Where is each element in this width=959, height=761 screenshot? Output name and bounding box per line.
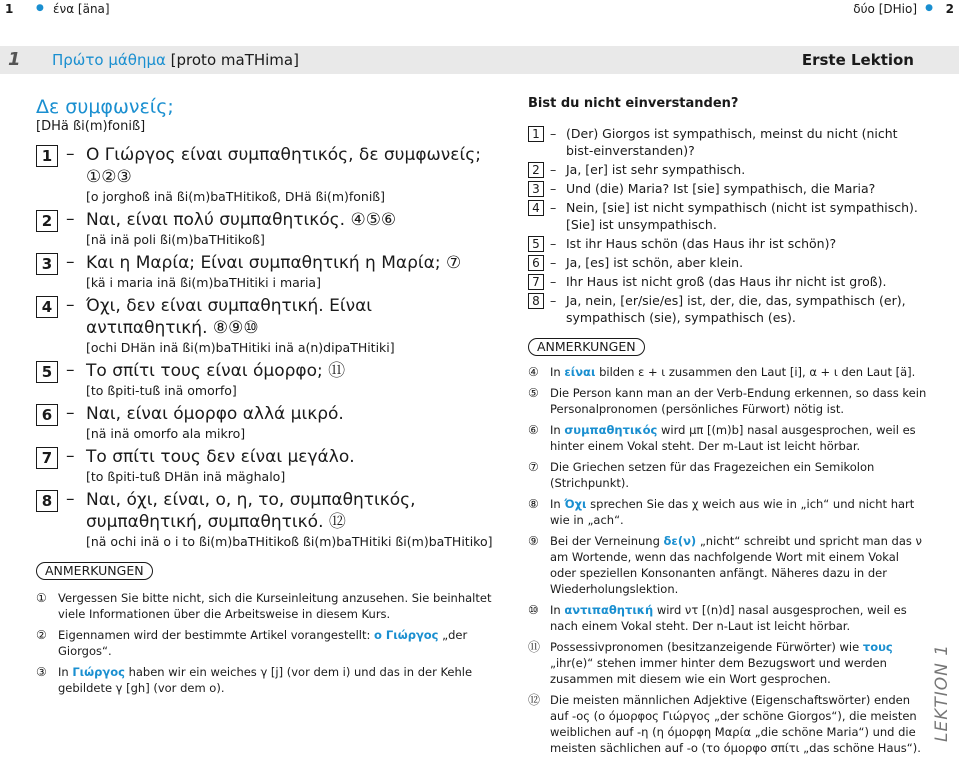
note-marker: ③ — [36, 665, 47, 679]
transliteration: [nä ochi inä o i to ßi(m)baTHitikoß ßi(m)baTHitiki ßi(m)baTHitiko] — [86, 534, 493, 549]
line-number: 5 — [528, 236, 544, 252]
greek-text: Το σπίτι τους δεν είναι μεγάλο. — [86, 447, 355, 467]
translation-text: Ist ihr Haus schön (das Haus ihr ist schön)? — [566, 236, 837, 251]
bullet-icon: ● — [36, 3, 44, 13]
transliteration: [ochi DHän inä ßi(m)baTHitiki inä a(n)dipaTHitiki] — [86, 340, 395, 355]
note-text: In — [550, 603, 565, 617]
note-item — [528, 459, 928, 491]
line-number: 2 — [528, 162, 544, 178]
dash: – — [66, 403, 75, 423]
translation-line — [528, 125, 928, 159]
line-number: 7 — [36, 447, 58, 469]
greek-text: Ναι, είναι πολύ συμπαθητικός. ④⑤⑥ — [86, 210, 397, 230]
transliteration: [to ßpiti-tuß DHän inä mäghalo] — [86, 469, 286, 484]
line-number: 4 — [36, 296, 58, 318]
line-number: 3 — [528, 181, 544, 197]
note-marker: ⑪ — [528, 640, 541, 654]
note-marker: ④ — [528, 365, 539, 379]
note-text: „nicht“ schreibt und spricht man das ν am Wortende, wenn das nachfolgende Wort mit einem Vokal oder speziellen Konsonanten anfängt. Näheres dazu in der Wiederholungslektion. — [550, 534, 922, 596]
note-text: In — [550, 423, 565, 437]
notes-list — [528, 364, 928, 756]
note-marker: ⑫ — [528, 693, 541, 707]
dash: – — [66, 360, 75, 380]
transliteration: [nä inä poli ßi(m)baTHitikoß] — [86, 232, 265, 247]
bullet-icon: ● — [925, 3, 933, 13]
page-number-left: 1 — [5, 2, 14, 16]
anmerkungen-badge: ANMERKUNGEN — [36, 562, 153, 580]
dash: – — [66, 446, 75, 466]
greek-text: Ο Γιώργος είναι συμπαθητικός, δε συμφωνείς; ①②③ — [86, 145, 481, 187]
note-marker: ⑤ — [528, 386, 539, 400]
note-marker: ② — [36, 628, 47, 642]
side-label: LEKTION 1 — [932, 643, 952, 742]
note-item — [528, 385, 928, 417]
translation-lines — [528, 125, 928, 326]
dialogue-title: Δε συμφωνείς; — [36, 96, 174, 118]
note-item — [528, 496, 928, 528]
note-item — [528, 602, 928, 634]
note-item — [36, 590, 498, 622]
translation-text: Ihr Haus ist nicht groß (das Haus ihr nicht ist groß). — [566, 274, 887, 289]
dash: – — [66, 252, 75, 272]
note-marker: ⑩ — [528, 603, 539, 617]
note-text: Possessivpronomen (besitzanzeigende Fürwörter) wie — [550, 640, 863, 654]
page-header — [0, 0, 959, 20]
line-number: 1 — [528, 126, 544, 142]
note-text: In — [58, 665, 73, 679]
greek-highlight: δε(ν) — [663, 534, 697, 548]
anmerkungen-section — [36, 560, 498, 696]
dialogue-line — [36, 144, 498, 205]
note-text: Bei der Verneinung — [550, 534, 664, 548]
translation-text: Ja, nein, [er/sie/es] ist, der, die, das, sympathisch (er), sympathisch (sie), sympathisch (es). — [566, 293, 906, 325]
transliteration: [o jorghoß inä ßi(m)baTHitikoß, DHä ßi(m)foniß] — [86, 189, 386, 204]
note-item — [528, 639, 928, 687]
transliteration: [nä inä omorfo ala mikro] — [86, 426, 246, 441]
greek-text: Το σπίτι τους είναι όμορφο; ⑪ — [86, 361, 346, 381]
line-number: 6 — [36, 404, 58, 426]
translation-text: (Der) Giorgos ist sympathisch, meinst du nicht (nicht bist-einverstanden)? — [566, 126, 898, 158]
note-text: „ihr(e)“ stehen immer hinter dem Bezugswort und werden zusammen mit diesem wie ein Wort gesprochen. — [550, 656, 887, 686]
line-number: 5 — [36, 361, 58, 383]
line-number: 4 — [528, 200, 544, 216]
translation-line — [528, 161, 928, 178]
note-marker: ⑦ — [528, 460, 539, 474]
note-marker: ① — [36, 591, 47, 605]
translation-text: Nein, [sie] ist nicht sympathisch (nicht ist sympathisch). [Sie] ist unsympathisch. — [566, 200, 918, 232]
note-item — [36, 664, 498, 696]
greek-highlight: Γιώργος — [72, 665, 125, 679]
dialogue-line — [36, 446, 498, 485]
greek-highlight: αντιπαθητική — [564, 603, 654, 617]
dash: – — [66, 209, 75, 229]
note-item — [528, 422, 928, 454]
dash: – — [550, 255, 557, 270]
lesson-title-trans: [proto maTHima] — [170, 51, 299, 69]
side-tab — [930, 643, 954, 742]
translation-line — [528, 199, 928, 233]
dash: – — [66, 144, 75, 164]
number-word-left: ένα [äna] — [53, 2, 110, 16]
line-number: 8 — [36, 490, 58, 512]
line-number: 2 — [36, 210, 58, 232]
note-text: Die meisten männlichen Adjektive (Eigenschaftswörter) enden auf -ος (ο όμορφος Γιώργος „der schöne Giorgos“), die meisten weiblichen auf -η (η όμορφη Μαρία „die schöne Maria“) und die meisten sächlichen auf -ο (το όμορφο σπίτι „das schöne Haus“). — [550, 693, 921, 755]
note-marker: ⑧ — [528, 497, 539, 511]
greek-highlight: συμπαθητικός — [564, 423, 658, 437]
greek-text: Ναι, όχι, είναι, ο, η, το, συμπαθητικός, συμπαθητική, συμπαθητικό. ⑫ — [86, 490, 416, 532]
greek-text: Ναι, είναι όμορφο αλλά μικρό. — [86, 404, 344, 424]
note-item — [36, 627, 498, 659]
dialogue-title-trans: [DHä ßi(m)foniß] — [36, 119, 146, 134]
note-text: wird ντ [(n)d] nasal ausgesprochen, weil es nach einem Vokal steht. Der n-Laut ist leicht hörbar. — [550, 603, 907, 633]
dash: – — [66, 295, 75, 315]
lesson-number: 1 — [8, 49, 21, 70]
number-word-right: δύο [DHio] — [853, 2, 917, 16]
dialogue-line — [36, 489, 498, 550]
german-translation-column — [528, 96, 928, 761]
note-text: Vergessen Sie bitte nicht, sich die Kurseinleitung anzusehen. Sie beinhaltet viele Informationen über die Arbeitsweise in diesem Kurs. — [58, 591, 492, 621]
transliteration: [kä i maria inä ßi(m)baTHitiki i maria] — [86, 275, 321, 290]
transliteration: [to ßpiti-tuß inä omorfo] — [86, 383, 237, 398]
lesson-bar — [0, 46, 959, 74]
note-text: haben wir ein weiches γ [j] (vor dem i) und das in der Kehle gebildete γ [gh] (vor dem o). — [58, 665, 473, 695]
note-text: In — [550, 365, 565, 379]
note-item — [528, 364, 928, 380]
anmerkungen-section — [528, 336, 928, 756]
greek-highlight: ο Γιώργος — [374, 628, 439, 642]
translation-line — [528, 273, 928, 290]
line-number: 6 — [528, 255, 544, 271]
page-number-right: 2 — [945, 2, 954, 16]
lesson-title-greek: Πρώτο μάθημα — [52, 51, 166, 69]
translation-text: Ja, [es] ist schön, aber klein. — [566, 255, 744, 270]
line-number: 1 — [36, 145, 58, 167]
translation-line — [528, 180, 928, 197]
note-text: sprechen Sie das χ weich aus wie in „ich“ und nicht hart wie in „ach“. — [550, 497, 915, 527]
dialogue-line — [36, 252, 498, 291]
translation-title: Bist du nicht einverstanden? — [528, 96, 739, 111]
note-marker: ⑨ — [528, 534, 539, 548]
dialogue-line — [36, 209, 498, 248]
dash: – — [66, 489, 75, 509]
lesson-title — [52, 51, 299, 69]
dash: – — [550, 200, 557, 215]
translation-line — [528, 235, 928, 252]
note-text: wird μπ [(m)b] nasal ausgesprochen, weil es hinter einem Vokal steht. Der m-Laut ist leicht hörbar. — [550, 423, 916, 453]
note-marker: ⑥ — [528, 423, 539, 437]
greek-highlight: τους — [862, 640, 893, 654]
dialogue-line — [36, 295, 498, 356]
note-text: bilden ε + ι zusammen den Laut [i], α + ι den Laut [ä]. — [595, 365, 916, 379]
note-text: Eigennamen wird der bestimmte Artikel vorangestellt: — [58, 628, 374, 642]
note-text: Die Person kann man an der Verb-Endung erkennen, so dass kein Personalpronomen (persönliches Fürwort) nötig ist. — [550, 386, 927, 416]
line-number: 3 — [36, 253, 58, 275]
dialogue-line — [36, 360, 498, 399]
dash: – — [550, 162, 557, 177]
translation-text: Und (die) Maria? Ist [sie] sympathisch, die Maria? — [566, 181, 876, 196]
greek-text: Και η Μαρία; Είναι συμπαθητική η Μαρία; ⑦ — [86, 253, 462, 273]
greek-text: Όχι, δεν είναι συμπαθητική. Είναι αντιπαθητική. ⑧⑨⑩ — [86, 296, 373, 338]
note-item — [528, 533, 928, 597]
translation-line — [528, 254, 928, 271]
anmerkungen-badge: ANMERKUNGEN — [528, 338, 645, 356]
line-number: 8 — [528, 293, 544, 309]
dash: – — [550, 126, 557, 141]
dialogue-line — [36, 403, 498, 442]
dash: – — [550, 181, 557, 196]
dash: – — [550, 274, 557, 289]
lesson-title-de: Erste Lektion — [801, 51, 914, 69]
note-text: „der Giorgos“. — [58, 628, 468, 658]
greek-highlight: Όχι — [564, 497, 587, 511]
greek-highlight: είναι — [564, 365, 596, 379]
note-text: Die Griechen setzen für das Fragezeichen ein Semikolon (Strichpunkt). — [550, 460, 875, 490]
line-number: 7 — [528, 274, 544, 290]
translation-line — [528, 292, 928, 326]
greek-dialogue-column — [36, 96, 498, 701]
notes-list — [36, 590, 498, 696]
note-item — [528, 692, 928, 756]
dash: – — [550, 293, 557, 308]
dialogue-lines — [36, 144, 498, 550]
dash: – — [550, 236, 557, 251]
translation-text: Ja, [er] ist sehr sympathisch. — [566, 162, 746, 177]
note-text: In — [550, 497, 565, 511]
